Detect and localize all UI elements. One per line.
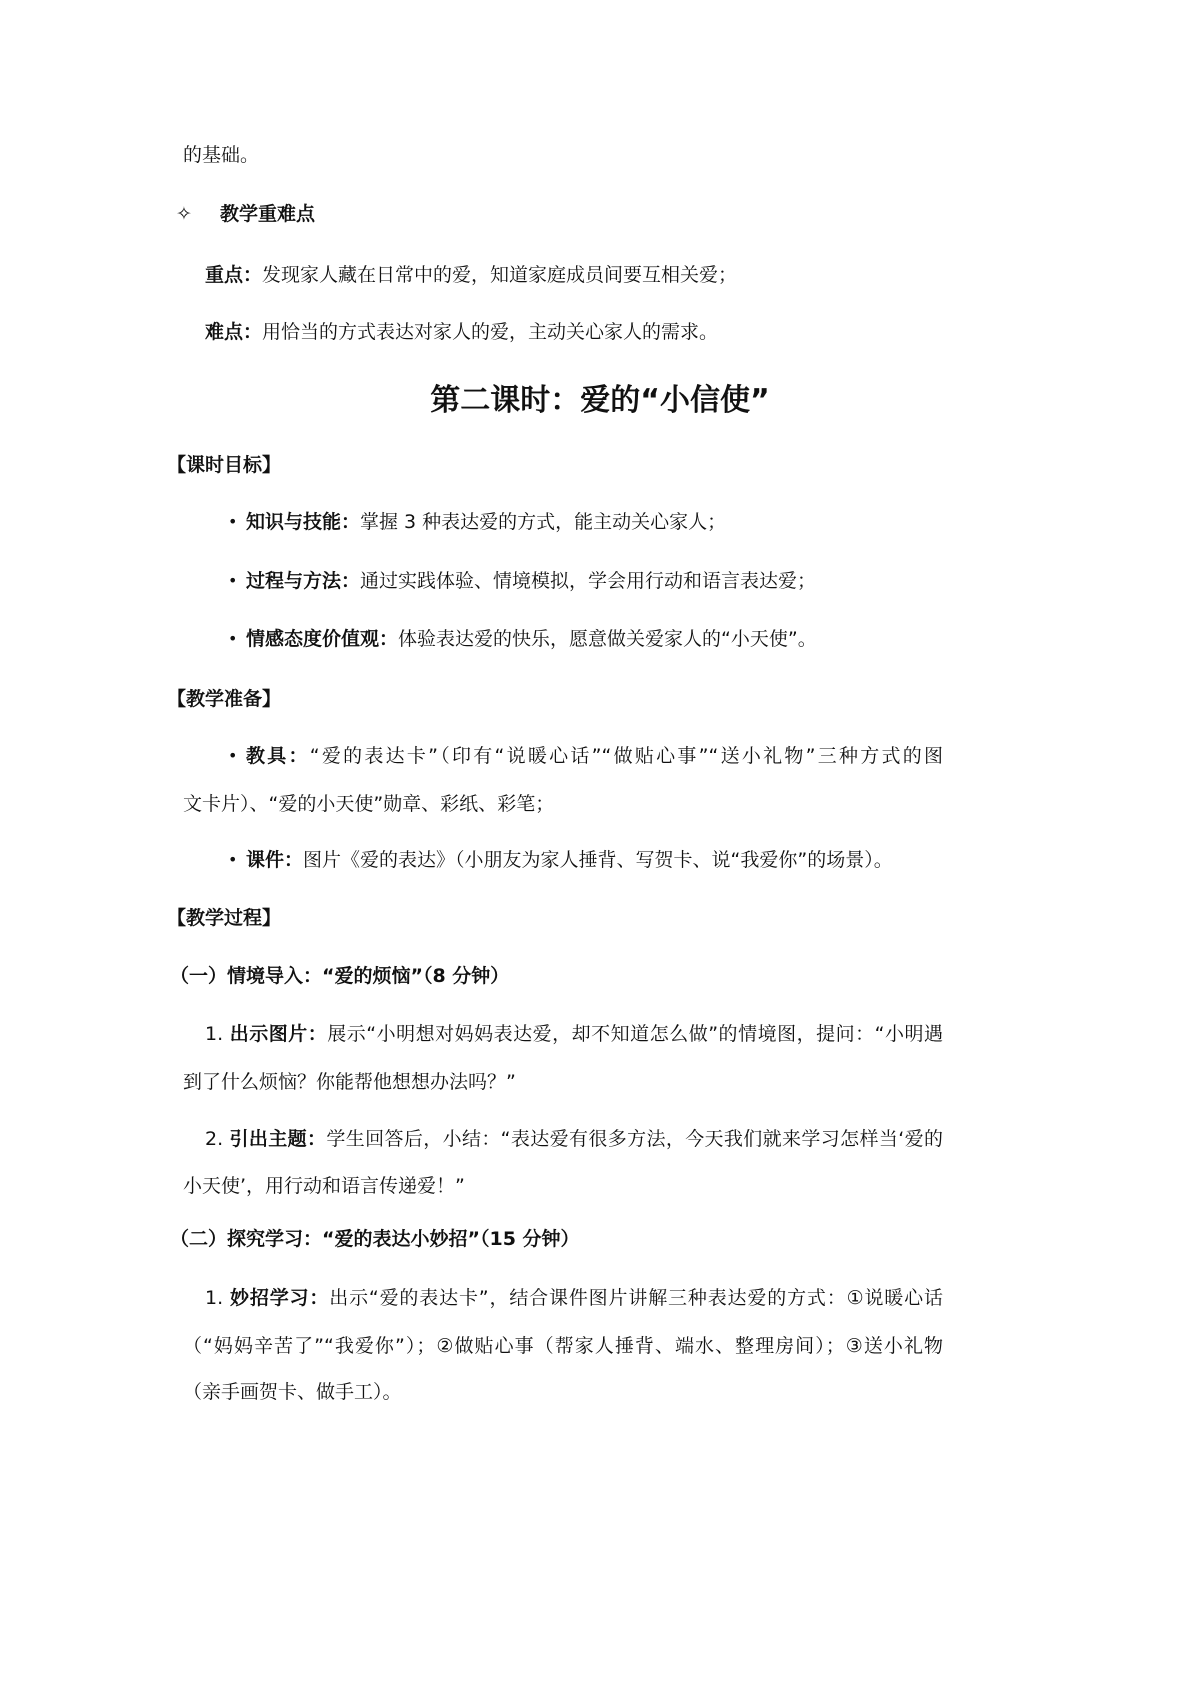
step-number: 1. (205, 1023, 224, 1045)
step-number: 1. (205, 1287, 224, 1309)
step-label: 引出主题： (229, 1128, 327, 1150)
key-point (205, 261, 1065, 289)
step-text-cont: （“妈妈辛苦了”“我爱你”）；②做贴心事（帮家人捶背、端水、整理房间）；③送小礼物 (183, 1335, 943, 1357)
objective-text: 体验表达爱的快乐，愿意做关爱家人的“小天使”。 (398, 628, 817, 650)
objective-item (246, 625, 1106, 653)
difficult-point-text: 用恰当的方式表达对家人的爱，主动关心家人的需求。 (262, 321, 719, 343)
objective-text: 通过实践体验、情境模拟，学会用行动和语言表达爱； (360, 570, 817, 592)
objective-item (246, 508, 1106, 536)
section-title: （二）探究学习：“爱的表达小妙招”（15 分钟） (170, 1228, 580, 1250)
lesson-title: 第二课时：爱的“小信使” (430, 383, 770, 418)
preparation-item (246, 846, 1106, 874)
intro-text: 的基础。 (183, 144, 260, 166)
process-step (205, 1125, 943, 1153)
preparation-text: 图片《爱的表达》（小朋友为家人捶背、写贺卡、说“我爱你”的场景）。 (303, 849, 893, 871)
bullet-icon: • (228, 629, 238, 648)
process-step (205, 1284, 943, 1312)
diamond-icon: ✧ (176, 203, 192, 225)
step-text: 学生回答后，小结：“表达爱有很多方法，今天我们就来学习怎样当‘爱的 (326, 1128, 943, 1150)
objective-text: 掌握 3 种表达爱的方式，能主动关心家人； (360, 511, 727, 533)
step-text-cont: 小天使’，用行动和语言传递爱！” (183, 1175, 465, 1197)
objective-label: 知识与技能： (246, 511, 361, 533)
step-label: 出示图片： (229, 1023, 328, 1045)
preparation-label: 教具： (246, 745, 310, 767)
step-text: 出示“爱的表达卡”，结合课件图片讲解三种表达爱的方式：①说暖心话 (329, 1287, 943, 1309)
objectives-heading: 【课时目标】 (167, 454, 282, 476)
step-number: 2. (205, 1128, 224, 1150)
process-heading: 【教学过程】 (167, 907, 282, 929)
preparation-text: “爱的表达卡”（印有“说暖心话”“做贴心事”“送小礼物”三种方式的图 (309, 745, 943, 767)
bullet-icon: • (228, 512, 238, 531)
key-point-label: 重点： (205, 264, 263, 286)
difficult-point (205, 318, 1065, 346)
objective-label: 过程与方法： (246, 570, 361, 592)
preparation-label: 课件： (246, 849, 304, 871)
process-step (205, 1020, 943, 1048)
preparation-text-cont: 文卡片）、“爱的小天使”勋章、彩纸、彩笔； (183, 793, 555, 815)
objective-item (246, 567, 1106, 595)
key-difficult-heading: 教学重难点 (219, 203, 315, 225)
preparation-item (246, 742, 943, 770)
key-point-text: 发现家人藏在日常中的爱，知道家庭成员间要互相关爱； (262, 264, 738, 286)
step-text-cont: （亲手画贺卡、做手工）。 (183, 1381, 402, 1403)
step-text-cont: 到了什么烦恼？你能帮他想想办法吗？” (183, 1071, 516, 1093)
bullet-icon: • (228, 850, 238, 869)
difficult-point-label: 难点： (205, 321, 263, 343)
preparation-heading: 【教学准备】 (167, 688, 282, 710)
objective-label: 情感态度价值观： (246, 628, 399, 650)
step-label: 妙招学习： (230, 1287, 330, 1309)
section-title: （一）情境导入：“爱的烦恼”（8 分钟） (170, 965, 510, 987)
key-difficult-heading-row (176, 200, 1036, 228)
bullet-icon: • (228, 746, 238, 765)
bullet-icon: • (228, 571, 238, 590)
step-text: 展示“小明想对妈妈表达爱，却不知道怎么做”的情境图，提问：“小明遇 (327, 1023, 943, 1045)
